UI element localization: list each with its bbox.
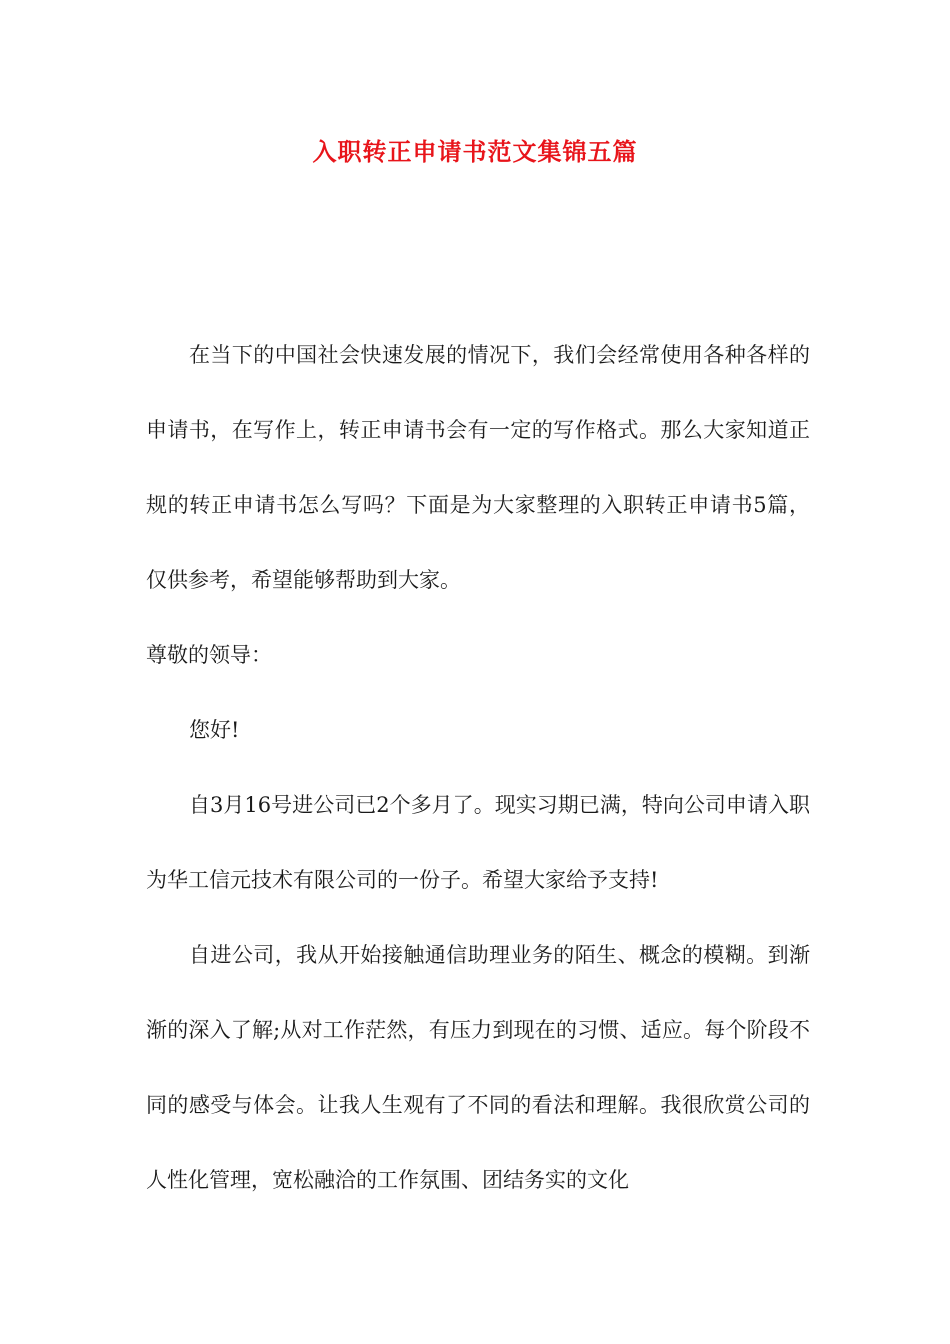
- document-body: [146, 318, 810, 1218]
- body-paragraph: 自3月16号进公司已2个多月了。现实习期已满，特向公司申请入职为华工信元技术有限公司的一份子。希望大家给予支持!: [146, 793, 810, 892]
- salutation: 尊敬的领导：: [146, 643, 272, 667]
- document-title: 入职转正申请书范文集锦五篇: [312, 137, 638, 166]
- intro-paragraph: 在当下的中国社会快速发展的情况下，我们会经常使用各种各样的申请书，在写作上，转正申请书会有一定的写作格式。那么大家知道正规的转正申请书怎么写吗？下面是为大家整理的入职转正申请书5篇，仅供参考，希望能够帮助到大家。: [146, 343, 810, 592]
- body-paragraph: 自进公司，我从开始接触通信助理业务的陌生、概念的模糊。到渐渐的深入了解;从对工作茫然，有压力到现在的习惯、适应。每个阶段不同的感受与体会。让我人生观有了不同的看法和理解。我很欣赏公司的人性化管理，宽松融洽的工作氛围、团结务实的文化: [146, 943, 810, 1192]
- greeting: 您好!: [189, 718, 240, 742]
